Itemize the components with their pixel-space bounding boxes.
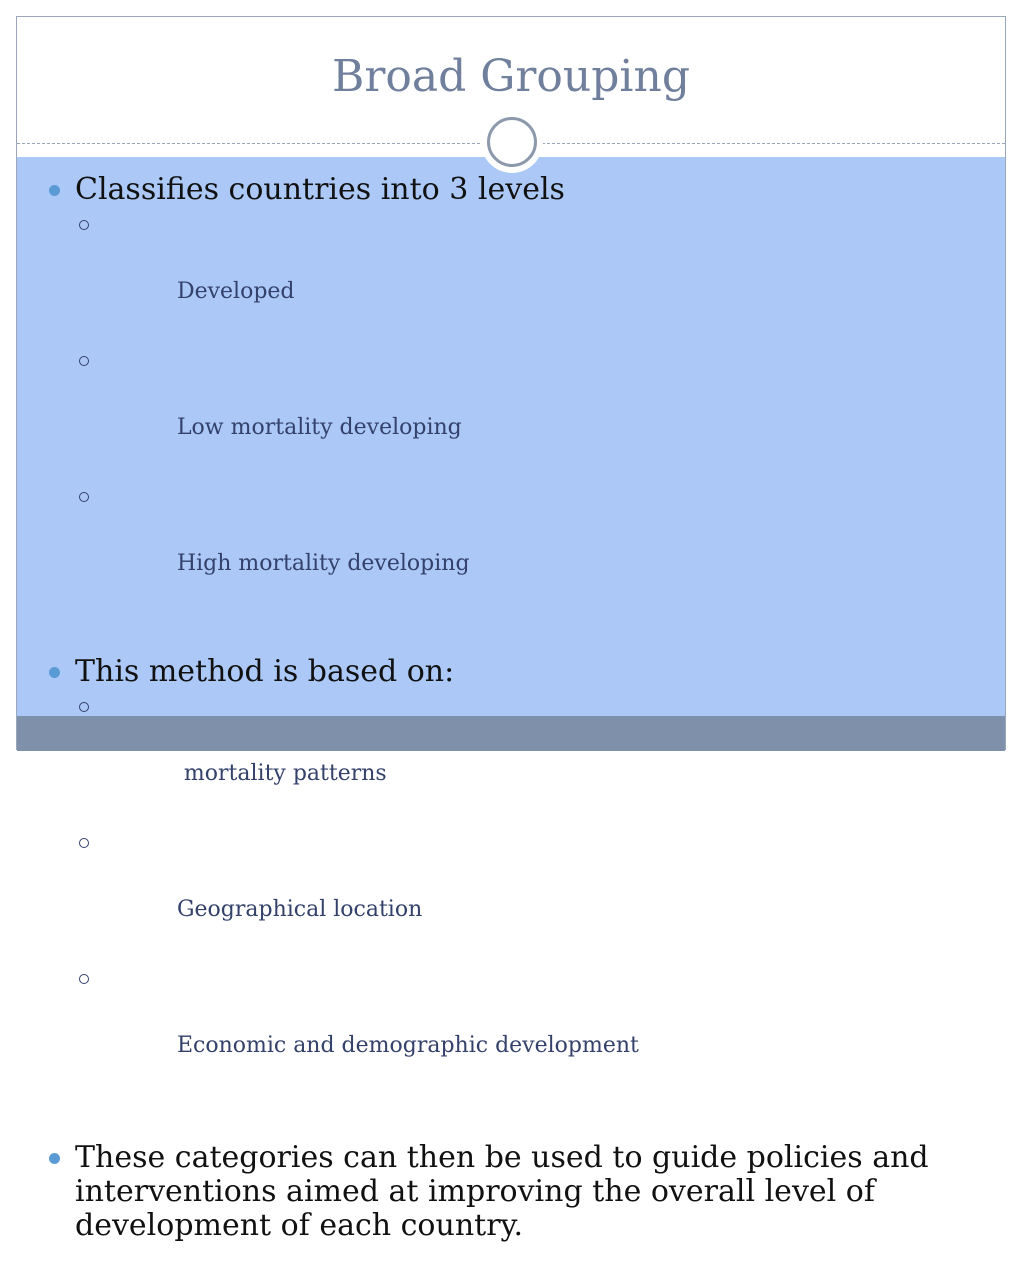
slide-frame <box>16 16 1006 1243</box>
sub-bullet-item <box>49 343 979 479</box>
sub-bullet-item <box>49 479 979 615</box>
sub-bullet-item <box>49 689 979 825</box>
sub-bullet-text: Developed <box>176 279 295 304</box>
sub-bullet-item <box>49 207 979 343</box>
bullet-group <box>49 1141 979 1243</box>
bullet-list <box>49 173 979 1279</box>
slide-title: Broad Grouping <box>332 51 690 102</box>
bullet-item <box>49 1141 979 1243</box>
sub-bullet-item <box>49 961 979 1097</box>
hollow-circle-bullet-icon <box>79 220 89 230</box>
bullet-text: This method is based on: <box>75 654 455 689</box>
sub-bullet-text: mortality patterns <box>176 761 387 786</box>
sub-bullet-item <box>49 825 979 961</box>
hollow-circle-bullet-icon <box>79 974 89 984</box>
bullet-dot-icon <box>49 1153 60 1164</box>
sub-bullet-text: Economic and demographic development <box>176 1033 639 1058</box>
bullet-group <box>49 173 979 615</box>
ring-ornament-icon <box>487 117 537 167</box>
sub-bullet-text: Geographical location <box>176 897 423 922</box>
hollow-circle-bullet-icon <box>79 356 89 366</box>
bullet-item <box>49 173 979 207</box>
bullet-text: Classifies countries into 3 levels <box>75 172 565 207</box>
bullet-item <box>49 655 979 689</box>
hollow-circle-bullet-icon <box>79 838 89 848</box>
bullet-dot-icon <box>49 667 60 678</box>
bullet-text: These categories can then be used to guide policies and interventions aimed at improving the overall level of development of each country. <box>75 1140 929 1243</box>
bullet-group <box>49 655 979 1097</box>
hollow-circle-bullet-icon <box>79 702 89 712</box>
hollow-circle-bullet-icon <box>79 492 89 502</box>
sub-bullet-text: Low mortality developing <box>176 415 462 440</box>
bullet-dot-icon <box>49 185 60 196</box>
sub-bullet-text: High mortality developing <box>176 551 470 576</box>
